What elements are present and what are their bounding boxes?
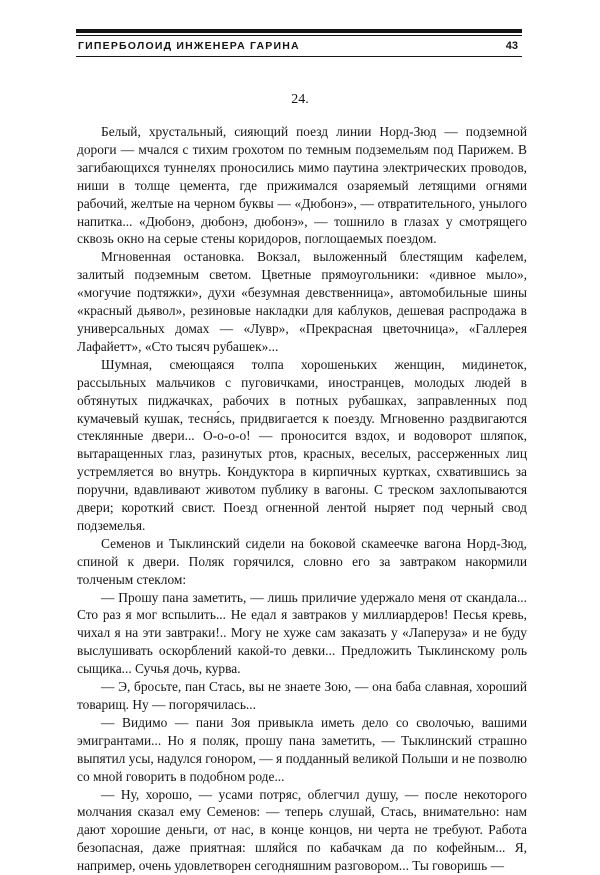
paragraph: Белый, хрустальный, сияющий поезд линии Норд-Зюд — подземной дороги — мчался с тихим грохотом по темным подземельям под Парижем. В загибающихся туннелях проносились мимо паутина электрических проводов, ниши в толще цемента, где прижимался озаряемый летящими огнями рабочий, желтые на черном буквы — «Дюбонэ», — отвратительного, унылого напитка... «Дюбонэ, дюбонэ, дюбонэ», — тошнило в глазах у смотрящего сквозь окно на серые стены коридоров, поглощаемых поездом. xyxy=(77,124,527,247)
header-rule-bottom xyxy=(76,56,522,57)
paragraph: Шумная, смеющаяся толпа хорошеньких женщин, мидинеток, рассыльных мальчиков с пуговичками, иностранцев, молодых людей в обтянутых пиджачках, рабочих в потных рубашках, заправленных под кумачевый кушак, тесня́сь, придвигается к поезду. Мгновенно раздвигаются стеклянные двери... О-о-о-о! — проносится вздох, и водоворот шляпок, вытаращенных глаз, разинутых ртов, красных, веселых, рассерженных лиц устремляется во внутрь. Кондуктора в кирпичных куртках, схватившись за поручни, вдавливают животом публику в вагоны. С треском захлопываются двери; короткий свист. Поезд огненной лентой ныряет под черный свод подземелья. xyxy=(77,356,527,533)
running-title: ГИПЕРБОЛОИД ИНЖЕНЕРА ГАРИНА xyxy=(78,40,300,52)
header-rule-thick xyxy=(76,29,522,33)
header-rule-thin xyxy=(76,35,522,36)
paragraph: Мгновенная остановка. Вокзал, выложенный блестящим кафелем, залитый подземным светом. Цветные прямоугольники: «дивное мыло», «могучие подтяжки», духи «безумная девственница», автомобильные шины «красный дьявол», резиновые накладки для каблуков, дешевая распродажа в универсальных домах — «Лувр», «Прекрасная цветочница», «Галлерея Лафайетт», «Сто тысяч рубашек»... xyxy=(77,249,527,354)
paragraph: Семенов и Тыклинский сидели на боковой скамеечке вагона Норд-Зюд, спиной к двери. Поляк горячился, словно его за завтраком накормили толченым стеклом: xyxy=(77,535,527,587)
page-number: 43 xyxy=(505,40,518,52)
paragraph: — Видимо — пани Зоя привыкла иметь дело со сволочью, вашими эмигрантами... Но я поляк, прошу пана заметить, — Тыклинский страшно выпятил усы, надулся гонором, — я подданный великой Польши и не позволю со мной говорить в подобном роде... xyxy=(77,714,527,784)
paragraph: — Ну, хорошо, — усами потряс, облегчил душу, — после некоторого молчания сказал ему Семенов: — теперь слушай, Стась, внимательно: нам дают хорошие деньги, от нас, в конце концов, ни черта не требуют. Работа безопасная, даже приятная: шляйся по кабачкам да по кофейным... Я, например, очень удовлетворен сегодняшним разговором... Ты говоришь — xyxy=(77,786,527,874)
chapter-number: 24. xyxy=(291,92,309,107)
body-text xyxy=(77,123,527,875)
paragraph: — Прошу пана заметить, — лишь приличие удержало меня от скандала... Сто раз я мог вспылить... Не едал я завтраков у миллиардеров! Песья кревь, чихал я на эти завтраки!.. Могу не хуже сам заказать у «Лаперуза» и не буду выслушивать оскорблений какой-то девки... Предложить Тыклинскому роль сыщика... Сучья дочь, курва. xyxy=(77,589,527,677)
paragraph: — Э, бросьте, пан Стась, вы не знаете Зою, — она баба славная, хороший товарищ. Ну — погорячилась... xyxy=(77,679,527,712)
